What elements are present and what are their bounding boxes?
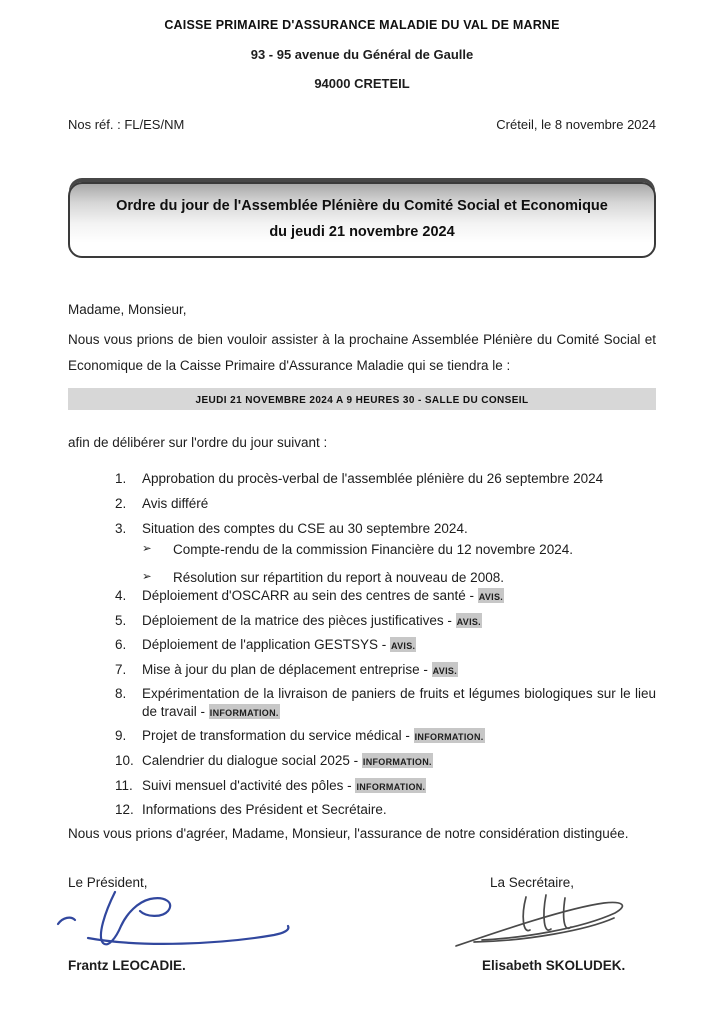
title-box [68,182,656,258]
reference-row [68,117,656,132]
place-and-date: Créteil, le 8 novembre 2024 [496,117,656,132]
intro-paragraph: Nous vous prions de bien vouloir assister à la prochaine Assemblée Plénière du Comité Social et Economique de la Caisse Primaire d'Assurance Maladie qui se tiendra le : [68,332,656,373]
agenda-item-tag: INFORMATION. [356,777,426,793]
agenda-subitem [142,569,656,587]
agenda-item-text [142,777,656,795]
agenda-item-text: Avis différé [142,496,209,512]
agenda-list [115,470,656,818]
agenda-item-text [142,752,656,770]
agenda-item-number: 5. [115,612,127,628]
agenda-item-tag: AVIS. [456,612,481,628]
agenda-item-text-main: Calendrier du dialogue social 2025 - [142,753,362,769]
agenda-item-text-main: Déploiement de l'application GESTSYS - [142,637,390,653]
agenda-item-text [142,636,656,654]
agenda-item-number: 12. [115,802,134,818]
agenda-item [115,777,656,795]
secretary-name: Elisabeth SKOLUDEK. [482,957,626,973]
agenda-item-text [142,685,656,720]
agenda-item-number: 6. [115,637,127,653]
secretary-role: La Secrétaire, [490,874,575,890]
reference-number: Nos réf. : FL/ES/NM [68,117,185,132]
agenda-subitem [142,541,656,559]
agenda-item-text-main: Situation des comptes du CSE au 30 septembre 2024. [142,520,468,536]
agenda-item-number: 9. [115,728,127,744]
org-address: 93 - 95 avenue du Général de Gaulle [250,47,474,62]
agenda-item [115,661,656,679]
agenda-item-number: 2. [115,496,127,512]
title-line-2: du jeudi 21 novembre 2024 [269,224,455,241]
agenda-item-text: Approbation du procès-verbal de l'assemblée plénière du 26 septembre 2024 [142,471,604,487]
agenda-item-text [142,727,656,745]
salutation: Madame, Monsieur, [68,302,187,318]
agenda-item-text-main: Expérimentation de la livraison de paniers de fruits et légumes biologiques sur le lieu de travail - [142,686,656,719]
closing-paragraph: Nous vous prions d'agréer, Madame, Monsieur, l'assurance de notre considération distinguée. [68,825,629,841]
agenda-item [115,612,656,630]
agenda-item-number: 8. [115,686,127,702]
arrow-bullet-icon: ➢ [142,570,152,583]
agenda-item-text-main: Mise à jour du plan de déplacement entreprise - [142,661,432,677]
org-name: CAISSE PRIMAIRE D'ASSURANCE MALADIE DU VAL DE MARNE [164,18,560,32]
agenda-item-text [142,520,656,587]
agenda-item [115,495,656,513]
meeting-date-banner: JEUDI 21 NOVEMBRE 2024 A 9 HEURES 30 - SALLE DU CONSEIL [68,388,656,410]
agenda-item-tag: INFORMATION. [414,728,484,744]
agenda-item-text-main: Déploiement de la matrice des pièces justificatives - [142,612,456,628]
agenda-item-tag: AVIS. [390,637,416,653]
agenda-subitem-text: Compte-rendu de la commission Financière du 12 novembre 2024. [173,542,573,558]
agenda-item-number: 1. [115,471,127,487]
agenda-item-text-main: Suivi mensuel d'activité des pôles - [142,777,356,793]
agenda-item-number: 4. [115,588,127,604]
arrow-bullet-icon: ➢ [142,543,152,556]
agenda-item-tag: INFORMATION. [209,703,279,719]
president-signature-image [52,886,304,948]
title-line-1: Ordre du jour de l'Assemblée Plénière du Comité Social et Economique [116,198,608,214]
agenda-item [115,685,656,720]
agenda-lead: afin de délibérer sur l'ordre du jour suivant : [68,435,328,451]
agenda-item [115,636,656,654]
agenda-item [115,520,656,587]
agenda-item-text [142,587,656,605]
signature-row [68,875,656,973]
org-city: 94000 CRETEIL [314,76,410,91]
agenda-item-number: 10. [115,753,134,769]
agenda-item-tag: INFORMATION. [362,753,432,769]
secretary-signature-image [452,892,652,950]
agenda-item-text: Informations des Président et Secrétaire. [142,802,387,818]
agenda-item-tag: AVIS. [478,588,504,604]
agenda-item-number: 11. [115,777,133,793]
secretary-signature-block [424,875,656,973]
agenda-item-text-main: Déploiement d'OSCARR au sein des centres de santé - [142,588,478,604]
president-name: Frantz LEOCADIE. [68,957,186,973]
president-signature-block [68,875,304,973]
agenda-item [115,727,656,745]
president-role: Le Président, [68,874,148,890]
agenda-item-tag: AVIS. [432,661,458,677]
agenda-item [115,801,656,819]
agenda-item-number: 7. [115,661,127,677]
agenda-item-text [142,612,656,630]
agenda-item [115,470,656,488]
agenda-item-text-main: Projet de transformation du service médical - [142,728,414,744]
agenda-item-text [142,661,656,679]
agenda-item-number: 3. [115,520,127,536]
agenda-item [115,752,656,770]
agenda-item [115,587,656,605]
agenda-subitem-text: Résolution sur répartition du report à nouveau de 2008. [173,569,504,585]
